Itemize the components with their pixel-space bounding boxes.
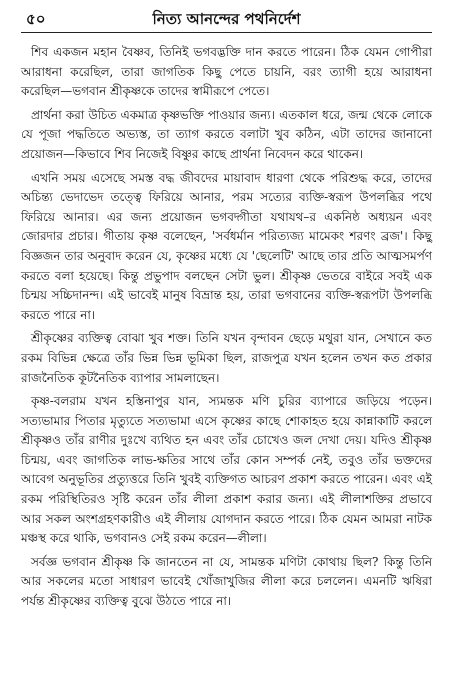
page-header	[21, 8, 432, 30]
running-title: নিত্য আনন্দের পথনির্দেশ	[152, 10, 301, 28]
paragraph: কৃষ্ণ-বলরাম যখন হস্তিনাপুর যান, স্যমন্তক মণি চুরির ব্যাপারে জড়িয়ে পড়েন। সত্যভামার পিতার মৃত্যুতে সত্যভামা এসে কৃষ্ণের কাছে শোকাহত হয়ে কান্নাকাটি করলে শ্রীকৃষ্ণও তাঁর রাণীর দুঃখে ব্যথিত হন এবং তাঁর চোখেও জল দেখা দেয়। যদিও শ্রীকৃষ্ণ চিন্ময়, এবং জাগতিক লাভ-ক্ষতির সাথে তাঁর কোন সম্পর্ক নেই, তবুও তাঁর ভক্তদের আবেগ অনুভূতির প্রত্যুত্তরে তিনি খুবই ব্যক্তিগত আচরণ প্রকাশ করতে পারেন। এবং এই রকম পরিস্থিতিরও সৃষ্টি করেন তাঁর লীলা প্রকাশ করার জন্য। এই লীলাশক্তির প্রভাবে আর সকল অংশগ্রহণকারীও এই লীলায় যোগদান করতে পারে। ঠিক যেমন আমরা নাটক মঞ্চস্থ করে থাকি, ভগবানও সেই রকম করেন—লীলা।	[21, 394, 432, 546]
paragraph: এখনি সময় এসেছে সমস্ত বদ্ধ জীবদের মায়াবাদ ধারণা থেকে পরিশুদ্ধ করে, তাদের অচিন্ত্য ভেদাভেদ তত্ত্বে ফিরিয়ে আনার, পরম সত্যের ব্যক্তি-স্বরূপ উপলব্ধির পথে ফিরিয়ে আনার। এর জন্য প্রয়োজন ভগবদ্গীতা যথাযথ–র একনিষ্ঠ অধ্যয়ন এবং জোরদার প্রচার। গীতায় কৃষ্ণ বলেছেন, 'সর্বধর্মান পরিত্যজ্য মামেকং শরণং ব্রজ'। কিছু বিজ্ঞজন তার অনুবাদ করেন যে, কৃষ্ণের মধ্যে যে 'ছেলেটি' আছে তার প্রতি আত্মসমর্পণ করতে বলা হয়েছে। কিন্তু প্রভুপাদ বলছেন সেটা ভুল। শ্রীকৃষ্ণ ভেতরে বাইরে সবই এক চিন্ময় সচ্চিদানন্দ। এই ভাবেই মানুষ বিভ্রান্ত হয়, তারা ভগবানের ব্যক্তি-স্বরূপটা উপলব্ধি করতে পারে না।	[21, 170, 432, 322]
page-number: ৫০	[26, 10, 46, 28]
paragraph: সর্বজ্ঞ ভগবান শ্রীকৃষ্ণ কি জানতেন না যে, সামন্তক মণিটা কোথায় ছিল? কিন্তু তিনি আর সকলের মতো সাধারণ ভাবেই খোঁজাখুজির লীলা করে চললেন। এমনটি ঋষিরা পর্যন্ত শ্রীকৃষ্ণের ব্যক্তিত্ব বুঝে উঠতে পারে না।	[21, 554, 432, 609]
paragraph: প্রার্থনা করা উচিত একমাত্র কৃষ্ণভক্তি পাওয়ার জন্য। এতকাল ধরে, জন্ম থেকে লোকে যে পূজা পদ্ধতিতে অভ্যস্ত, তা ত্যাগ করতে বলাটা খুব কঠিন, এটা তাদের জানানো প্রয়োজন—কিভাবে শিব নিজেই বিষ্ণুর কাছে প্রার্থনা নিবেদন করে থাকেন।	[21, 107, 432, 161]
body-text	[21, 43, 432, 612]
paragraph: শ্রীকৃষ্ণের ব্যক্তিত্ব বোঝা খুব শক্ত। তিনি যখন বৃন্দাবন ছেড়ে মথুরা যান, সেখানে কত রকম বিভিন্ন ক্ষেত্রে তাঁর ভিন্ন ভিন্ন ভূমিকা ছিল, রাজপুত্র যখন হলেন তখন কত প্রকার রাজনৈতিক কূটনৈতিক ব্যাপার সামলাছেন।	[21, 331, 432, 385]
paragraph: শিব একজন মহান বৈষ্ণব, তিনিই ভগবদ্ভক্তি দান করতে পারেন। ঠিক যেমন গোপীরা আরাধনা করেছিল, তারা জাগতিক কিছু পেতে চায়নি, বরং ত্যাগী হয়ে আরাধনা করেছিল—ভগবান শ্রীকৃষ্ণকে তাদের স্বামীরূপে পেতে।	[21, 45, 432, 99]
